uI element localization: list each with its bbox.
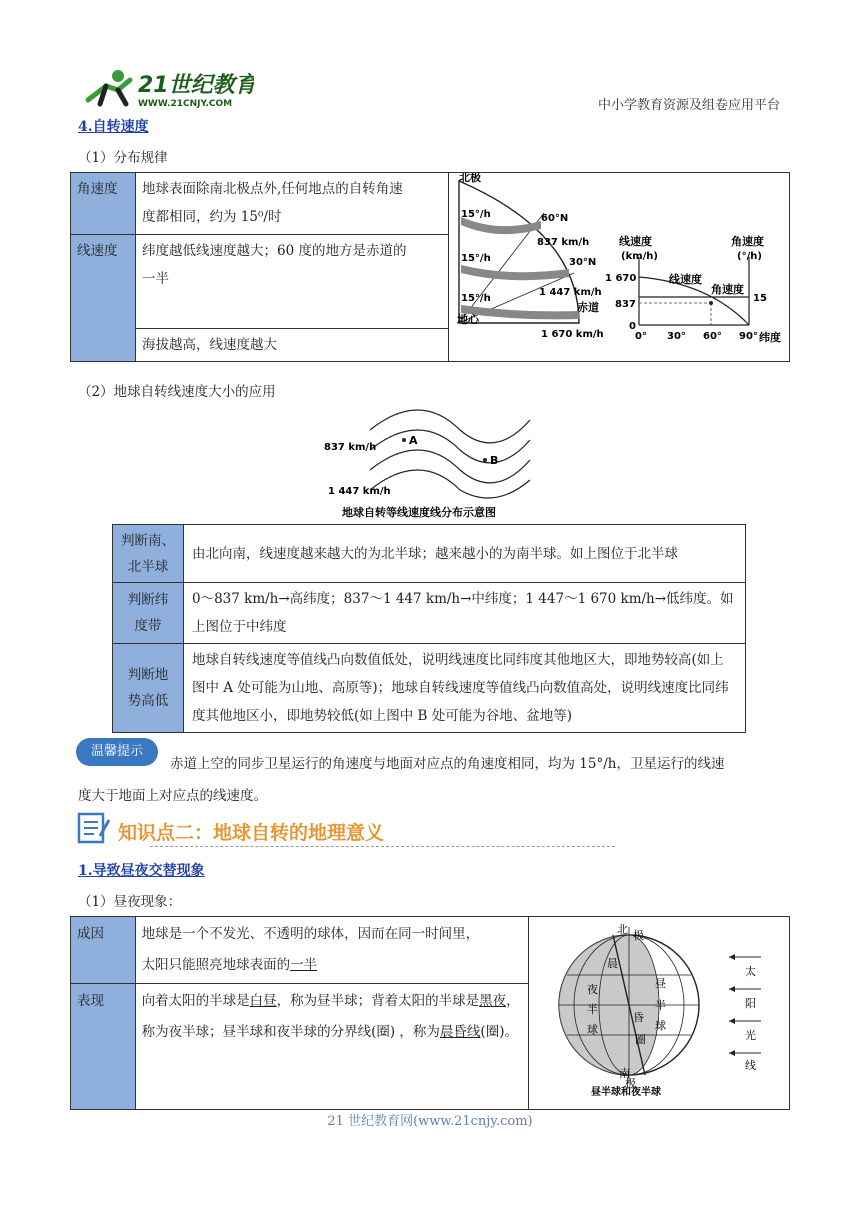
- svg-text:极: 极: [633, 929, 644, 942]
- svg-text:90°: 90°: [739, 331, 758, 342]
- svg-text:角速度: 角速度: [711, 283, 744, 296]
- equator-label: 赤道: [577, 301, 599, 314]
- point-b: B: [490, 454, 499, 467]
- svg-text:昏: 昏: [633, 1011, 644, 1024]
- subheading-distribution: （1）分布规律: [78, 150, 168, 166]
- manifestation-desc: 向着太阳的半球是白昼，称为昼半球；背着太阳的半球是黑夜，称为夜半球；昼半球和夜半球的分界线(圈) ，称为晨昏线(圈)。: [135, 984, 528, 1110]
- globe-svg: [529, 917, 789, 1097]
- svg-text:极: 极: [625, 1077, 636, 1090]
- angular-label-1: 15°/h: [461, 209, 491, 220]
- svg-text:半: 半: [587, 1003, 598, 1016]
- tip-badge: 温馨提示: [76, 738, 158, 766]
- svg-text:圈: 圈: [635, 1033, 646, 1046]
- svg-text:0°: 0°: [635, 331, 647, 342]
- label-manifestation: 表现: [71, 984, 136, 1110]
- speed-1447: 1 447 km/h: [539, 287, 602, 298]
- north-pole-label: 北极: [459, 173, 481, 184]
- label-latitude-zone: 判断纬 度带: [113, 583, 184, 644]
- runner-icon: [88, 70, 130, 104]
- label-linear-speed: 线速度: [71, 235, 136, 362]
- svg-text:线速度: 线速度: [619, 235, 652, 248]
- svg-text:线速度: 线速度: [669, 273, 702, 286]
- cause-desc: 地球是一个不发光、不透明的球体，因而在同一时间里， 太阳只能照亮地球表面的一半: [135, 917, 528, 984]
- tip-text-line1: 赤道上空的同步卫星运行的角速度与地面对应点的角速度相同，均为 15°/h，卫星运行的线速: [170, 756, 725, 772]
- svg-text:837: 837: [615, 299, 636, 310]
- angular-speed-desc: 地球表面除南北极点外,任何地点的自转角速 度都相同，约为 15⁰/时: [136, 173, 449, 235]
- subheading-application: （2）地球自转线速度大小的应用: [78, 384, 276, 400]
- band-30n: [461, 265, 569, 280]
- site-logo: [78, 64, 254, 112]
- svg-text:半: 半: [655, 999, 666, 1012]
- svg-text:光: 光: [745, 1029, 756, 1042]
- label-hemisphere: 判断南、 北半球: [113, 525, 184, 583]
- center-label: 地心: [457, 313, 479, 326]
- terrain-desc: 地球自转线速度等值线凸向数值低处，说明线速度比同纬度其他地区大，即地势较高(如上图中 A 处可能为山地、高原等)；地球自转线速度等值线凸向数值高处，说明线速度比同纬度其他地区小，即地势较低(如上图中 B 处可能为谷地、盆地等): [184, 644, 746, 733]
- logo-text: 21世纪教育: [138, 73, 254, 98]
- svg-text:60°: 60°: [703, 331, 722, 342]
- rotation-speed-diagrams: [449, 173, 790, 362]
- svg-text:昼半球和夜半球: 昼半球和夜半球: [591, 1087, 661, 1097]
- altitude-speed-desc: 海拔越高，线速度越大: [136, 329, 449, 362]
- point-a: A: [409, 434, 418, 447]
- section-divider: [150, 846, 615, 847]
- day-night-table: [70, 916, 790, 1110]
- svg-text:阳: 阳: [745, 997, 756, 1010]
- linear-speed-desc: 纬度越低线速度越大；60 度的地方是赤道的 一半: [136, 235, 449, 329]
- speed-table: [70, 172, 790, 362]
- platform-name: 中小学教育资源及组卷应用平台: [597, 98, 780, 113]
- svg-text:球: 球: [587, 1023, 598, 1036]
- angular-label-3: 15°/h: [461, 293, 491, 304]
- svg-text:昼: 昼: [655, 977, 666, 990]
- svg-text:南: 南: [619, 1067, 630, 1080]
- svg-text:夜: 夜: [587, 983, 598, 996]
- speed-latitude-graph: [605, 234, 781, 344]
- speed-diagram-svg: [449, 173, 789, 351]
- svg-text:(°/h): (°/h): [737, 251, 762, 262]
- svg-text:1 670: 1 670: [605, 273, 637, 284]
- svg-text:0: 0: [629, 321, 636, 332]
- latitude-speed-diagram: [457, 173, 604, 340]
- latitude-zone-desc: 0～837 km/h→高纬度；837～1 447 km/h→中纬度；1 447～1 670 km/h→低纬度。如上图位于中纬度: [184, 583, 746, 644]
- label-angular-speed: 角速度: [71, 173, 136, 235]
- lat-30n: 30°N: [569, 257, 597, 268]
- svg-text:北: 北: [617, 923, 628, 936]
- speed-1670: 1 670 km/h: [541, 329, 604, 340]
- notebook-icon: [76, 810, 112, 846]
- svg-text:15: 15: [753, 293, 767, 304]
- footer-site[interactable]: 21 世纪教育网(www.21cnjy.com): [327, 1114, 533, 1129]
- isotach-1447: 1 447 km/h: [328, 486, 391, 497]
- label-cause: 成因: [71, 917, 136, 984]
- isotach-caption: 地球自转等线速度线分布示意图: [342, 506, 496, 519]
- hemisphere-desc: 由北向南，线速度越来越大的为北半球；越来越小的为南半球。如上图位于北半球: [184, 525, 746, 583]
- isotach-diagram: [320, 400, 540, 526]
- svg-text:(km/h): (km/h): [621, 251, 658, 262]
- logo-url: WWW.21CNJY.COM: [138, 99, 233, 109]
- application-table: [112, 524, 746, 733]
- svg-text:线: 线: [745, 1059, 756, 1072]
- tip-text-line2: 度大于地面上对应点的线速度。: [78, 788, 267, 804]
- svg-text:晨: 晨: [607, 957, 618, 970]
- isotach-837: 837 km/h: [324, 442, 377, 453]
- label-terrain: 判断地 势高低: [113, 644, 184, 733]
- knowledge-point-title: 知识点二：地球自转的地理意义: [118, 822, 385, 844]
- speed-837: 837 km/h: [537, 237, 590, 248]
- svg-text:30°: 30°: [667, 331, 686, 342]
- section-title-rotation-speed[interactable]: 4.自转速度: [78, 119, 149, 135]
- subheading-day-night: （1）昼夜现象：: [78, 894, 182, 910]
- angular-label-2: 15°/h: [461, 253, 491, 264]
- svg-text:太: 太: [745, 965, 756, 978]
- day-night-globe-figure: [529, 917, 790, 1110]
- svg-text:纬度: 纬度: [759, 331, 781, 344]
- svg-text:角速度: 角速度: [731, 235, 764, 248]
- section-title-day-night[interactable]: 1.导致昼夜交替现象: [78, 863, 205, 879]
- svg-text:球: 球: [655, 1019, 666, 1032]
- lat-60n: 60°N: [541, 213, 569, 224]
